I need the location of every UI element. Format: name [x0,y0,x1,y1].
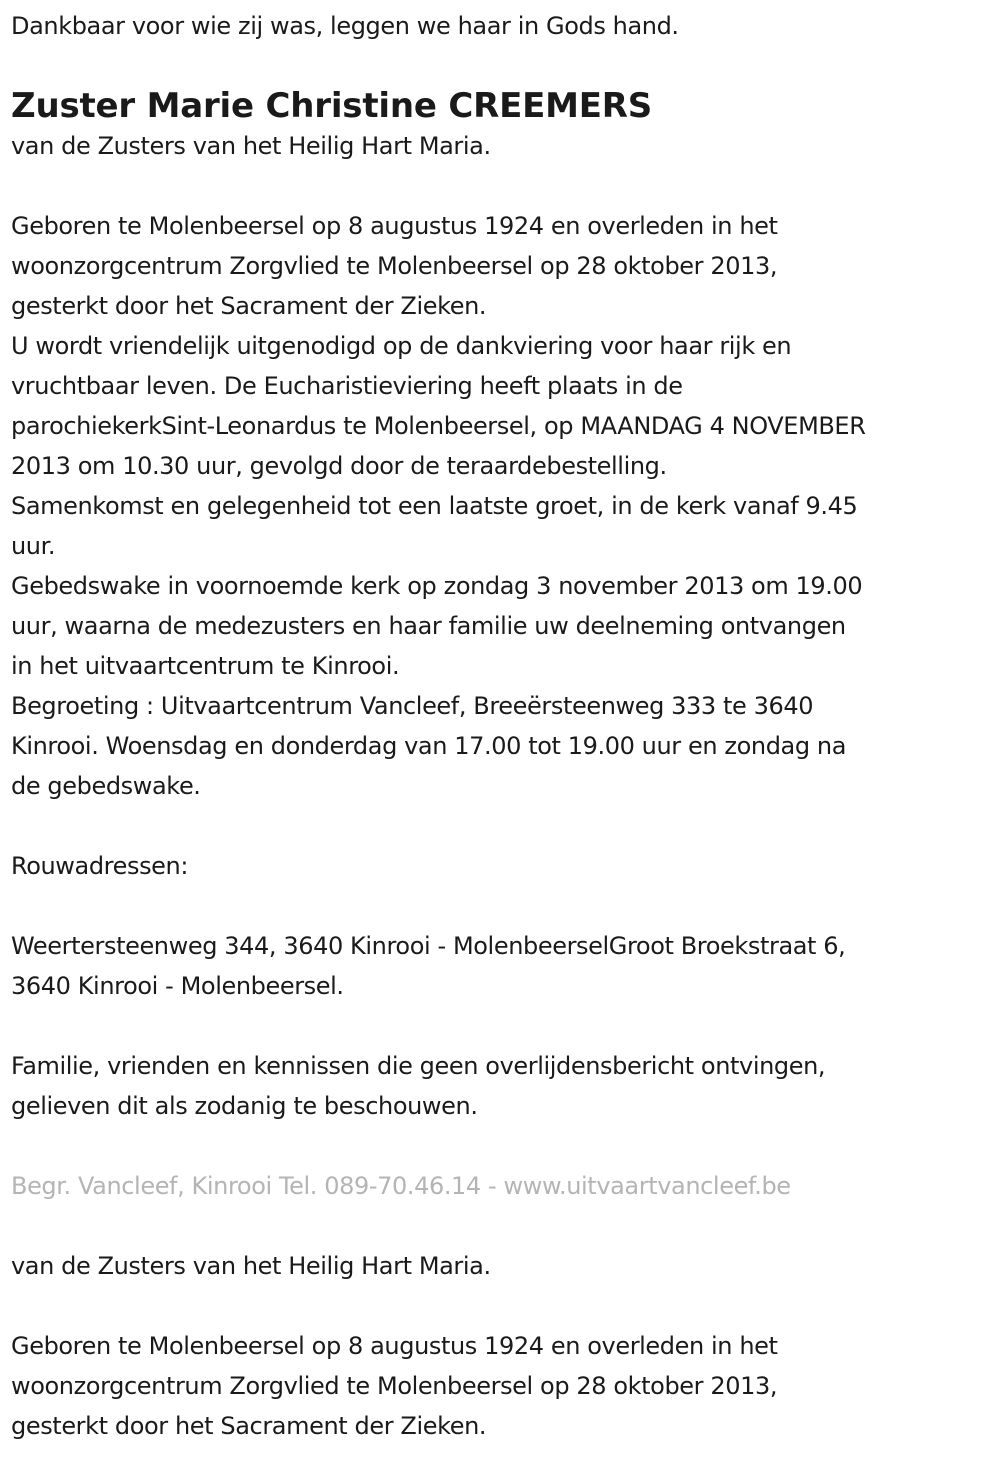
invitation-line: vruchtbaar leven. De Eucharistieviering heeft plaats in de [11,372,683,400]
wake-line: Gebedswake in voornoemde kerk op zondag 3 november 2013 om 19.00 [11,572,863,600]
invitation-line: 2013 om 10.30 uur, gevolgd door de teraardebestelling. [11,452,667,480]
greeting-line: Begroeting : Uitvaartcentrum Vancleef, Breeërsteenweg 333 te 3640 [11,692,814,720]
greeting-line: Kinrooi. Woensdag en donderdag van 17.00 tot 19.00 uur en zondag na [11,732,847,760]
gathering-line: Samenkomst en gelegenheid tot een laatste groet, in de kerk vanaf 9.45 [11,492,858,520]
funeral-home-footer: Begr. Vancleef, Kinrooi Tel. 089-70.46.14 - www.uitvaartvancleef.be [11,1172,791,1200]
greeting-line: de gebedswake. [11,772,201,800]
wake-line: uur, waarna de medezusters en haar familie uw deelneming ontvangen [11,612,846,640]
birth-line: Geboren te Molenbeersel op 8 augustus 1924 en overleden in het [11,212,778,240]
deceased-name: Zuster Marie Christine CREEMERS [11,86,653,126]
birth-line-repeat: woonzorgcentrum Zorgvlied te Molenbeersel op 28 oktober 2013, [11,1372,778,1400]
address-line: 3640 Kinrooi - Molenbeersel. [11,972,344,1000]
addresses-label: Rouwadressen: [11,852,189,880]
birth-line: woonzorgcentrum Zorgvlied te Molenbeersel op 28 oktober 2013, [11,252,778,280]
wake-line: in het uitvaartcentrum te Kinrooi. [11,652,400,680]
notice-line: Familie, vrienden en kennissen die geen overlijdensbericht ontvingen, [11,1052,826,1080]
intro-text: Dankbaar voor wie zij was, leggen we haar in Gods hand. [11,12,679,40]
congregation-text-repeat: van de Zusters van het Heilig Hart Maria. [11,1252,491,1280]
congregation-text: van de Zusters van het Heilig Hart Maria. [11,132,491,160]
obituary-document [11,6,996,1446]
birth-line-repeat: gesterkt door het Sacrament der Zieken. [11,1412,487,1440]
invitation-line: parochiekerkSint-Leonardus te Molenbeersel, op MAANDAG 4 NOVEMBER [11,412,866,440]
invitation-line: U wordt vriendelijk uitgenodigd op de dankviering voor haar rijk en [11,332,792,360]
birth-line-repeat: Geboren te Molenbeersel op 8 augustus 1924 en overleden in het [11,1332,778,1360]
notice-line: gelieven dit als zodanig te beschouwen. [11,1092,478,1120]
gathering-line: uur. [11,532,56,560]
address-line: Weertersteenweg 344, 3640 Kinrooi - MolenbeerselGroot Broekstraat 6, [11,932,846,960]
birth-line: gesterkt door het Sacrament der Zieken. [11,292,487,320]
